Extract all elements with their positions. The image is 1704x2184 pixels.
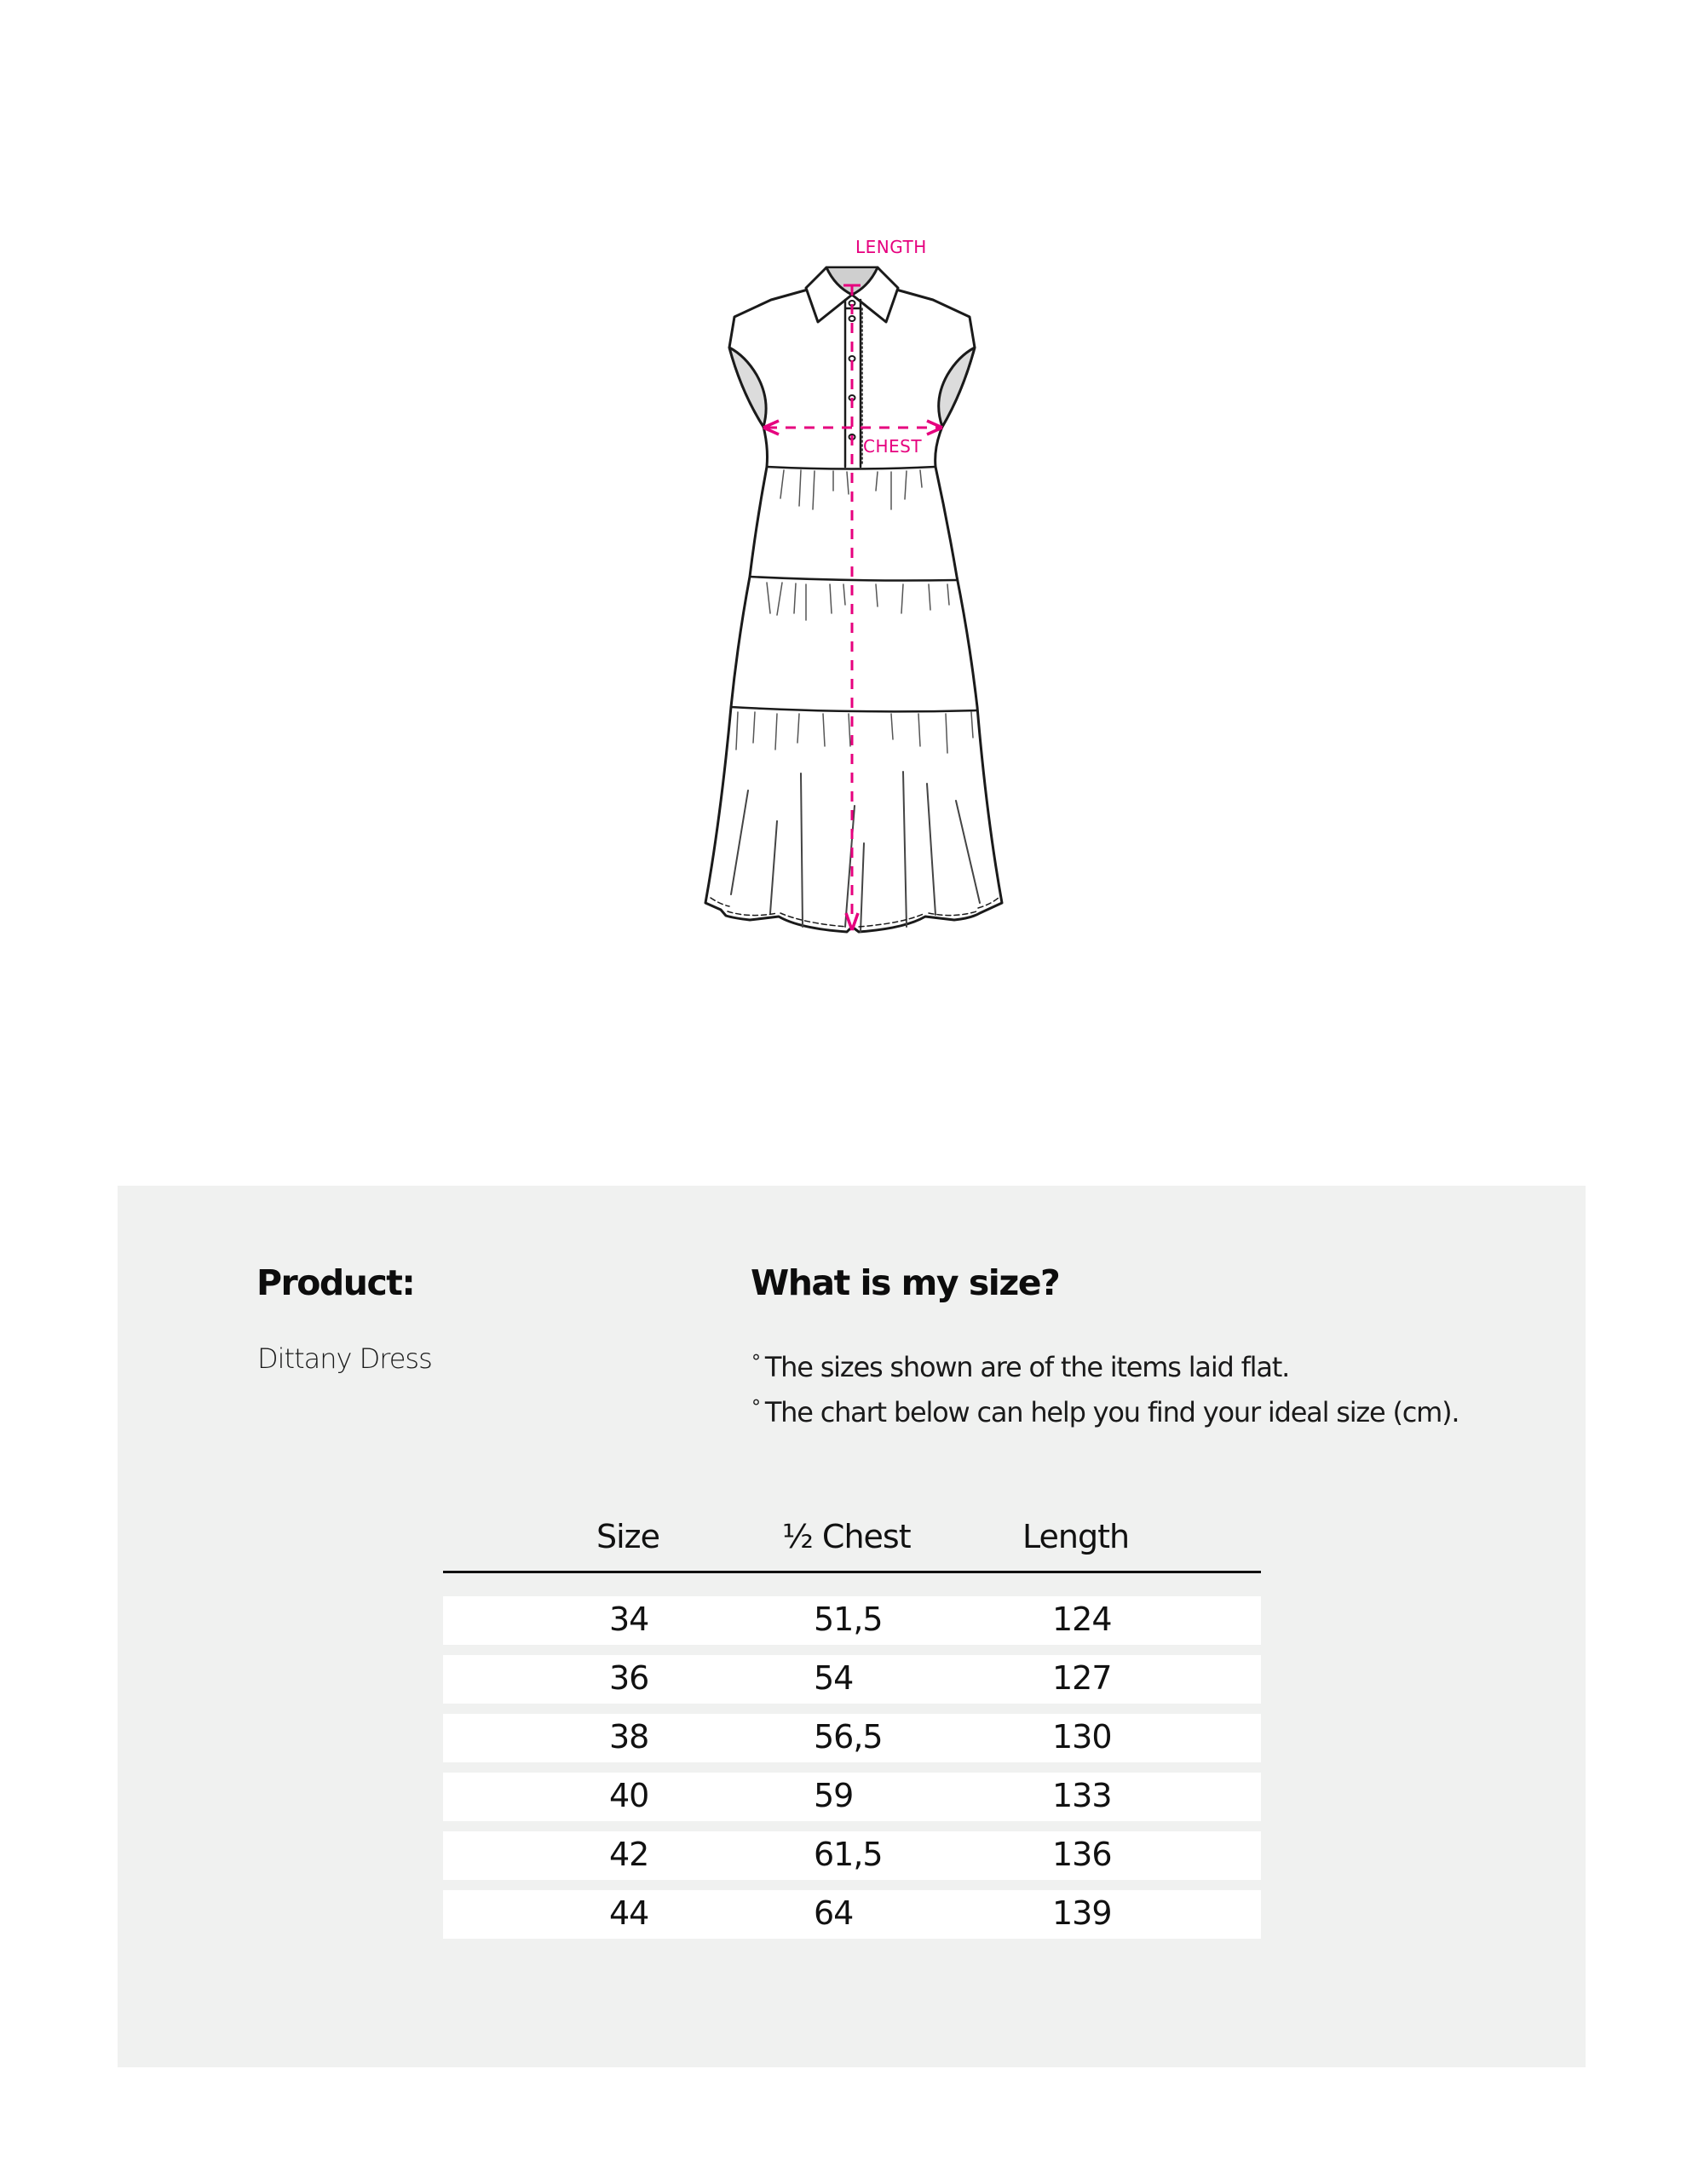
cell-length: 124 — [1052, 1601, 1112, 1638]
cell-length: 136 — [1052, 1836, 1112, 1873]
column-header-length: Length — [1022, 1518, 1130, 1555]
size-note — [751, 1342, 1459, 1388]
cell-size: 36 — [609, 1659, 649, 1697]
size-notes — [751, 1342, 1459, 1433]
length-measure-label: LENGTH — [855, 237, 927, 257]
product-name: Dittany Dress — [257, 1342, 432, 1375]
cell-size: 40 — [609, 1777, 649, 1814]
size-chart-table — [443, 1501, 1261, 1949]
column-header-half-chest: ½ Chest — [782, 1518, 911, 1555]
note-text: The chart below can help you find your ideal size (cm). — [764, 1396, 1459, 1428]
chest-measure-label: CHEST — [863, 436, 923, 457]
product-heading: Product: — [256, 1262, 415, 1303]
size-help-heading: What is my size? — [751, 1262, 1060, 1303]
cell-size: 42 — [609, 1836, 649, 1873]
cell-size: 44 — [609, 1894, 649, 1932]
cell-half-chest: 51,5 — [814, 1601, 883, 1638]
table-row — [443, 1831, 1261, 1880]
dress-technical-drawing — [0, 0, 1704, 1022]
cell-size: 34 — [609, 1601, 649, 1638]
table-header — [443, 1501, 1261, 1573]
cell-half-chest: 59 — [814, 1777, 854, 1814]
cell-length: 133 — [1052, 1777, 1112, 1814]
table-row — [443, 1714, 1261, 1762]
dress-illustration — [0, 0, 1704, 1022]
cell-half-chest: 54 — [814, 1659, 854, 1697]
size-info-panel — [118, 1186, 1586, 2067]
cell-length: 130 — [1052, 1718, 1112, 1756]
cell-half-chest: 64 — [814, 1894, 854, 1932]
table-row — [443, 1890, 1261, 1939]
column-header-size: Size — [596, 1518, 660, 1555]
note-text: The sizes shown are of the items laid flat. — [764, 1351, 1290, 1383]
degree-bullet-icon: ° — [751, 1397, 760, 1418]
cell-length: 127 — [1052, 1659, 1112, 1697]
degree-bullet-icon: ° — [751, 1352, 760, 1373]
cell-half-chest: 61,5 — [814, 1836, 883, 1873]
size-note — [751, 1388, 1459, 1433]
cell-half-chest: 56,5 — [814, 1718, 883, 1756]
cell-size: 38 — [609, 1718, 649, 1756]
table-row — [443, 1596, 1261, 1645]
cell-length: 139 — [1052, 1894, 1112, 1932]
table-body — [443, 1596, 1261, 1939]
table-row — [443, 1773, 1261, 1821]
table-row — [443, 1655, 1261, 1704]
